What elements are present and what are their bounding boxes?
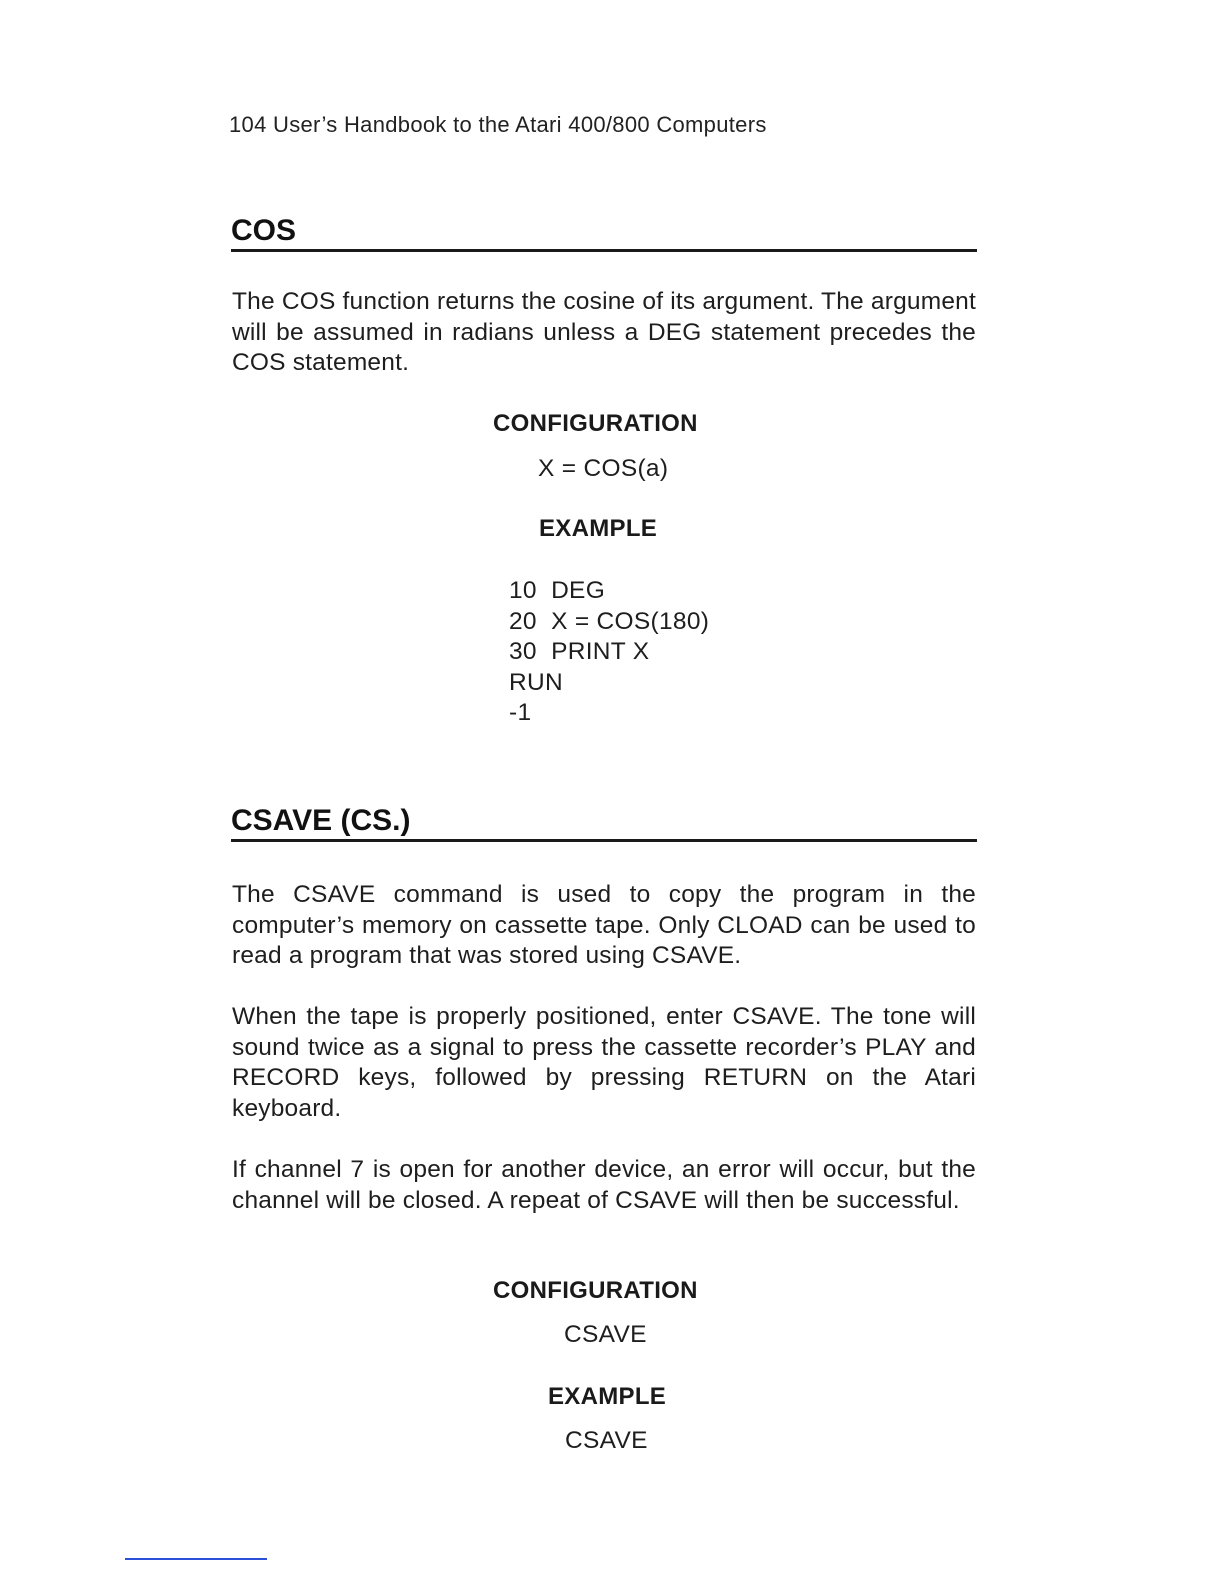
code-line: 20 X = COS(180) xyxy=(509,607,710,635)
csave-heading xyxy=(231,804,977,842)
footer-rule xyxy=(125,1558,267,1560)
cos-configuration-label: CONFIGURATION xyxy=(493,410,698,437)
code-line: -1 xyxy=(509,699,532,726)
csave-paragraph-1: The CSAVE command is used to copy the program in the computer’s memory on cassette tape. Only CLOAD can be used to read a program that was stored using CSAVE. xyxy=(232,881,976,969)
csave-heading-text: CSAVE (CS.) xyxy=(231,804,411,837)
cos-heading xyxy=(231,214,977,252)
cos-example-label: EXAMPLE xyxy=(539,515,658,542)
csave-example: CSAVE xyxy=(565,1427,648,1454)
cos-configuration: X = COS(a) xyxy=(538,455,669,482)
running-head: 104 User’s Handbook to the Atari 400/800 Computers xyxy=(229,112,767,137)
csave-configuration-label: CONFIGURATION xyxy=(493,1277,698,1304)
code-line: RUN xyxy=(509,668,563,696)
csave-paragraph-2: When the tape is properly positioned, enter CSAVE. The tone will sound twice as a signal to press the cassette recorder’s PLAY and RECORD keys, followed by pressing RETURN on the Atari keyboard. xyxy=(232,1003,976,1122)
csave-configuration: CSAVE xyxy=(564,1321,647,1348)
csave-example-label: EXAMPLE xyxy=(548,1383,667,1410)
code-line: 10 DEG xyxy=(509,577,606,604)
csave-paragraph-3: If channel 7 is open for another device, an error will occur, but the channel will be closed. A repeat of CSAVE will then be successful. xyxy=(232,1156,976,1214)
cos-example-code xyxy=(509,576,709,729)
cos-description: The COS function returns the cosine of its argument. The argument will be assumed in radians unless a DEG statement precedes the COS statement. xyxy=(232,288,976,376)
cos-heading-text: COS xyxy=(231,214,297,247)
code-line: 30 PRINT X xyxy=(509,638,650,665)
